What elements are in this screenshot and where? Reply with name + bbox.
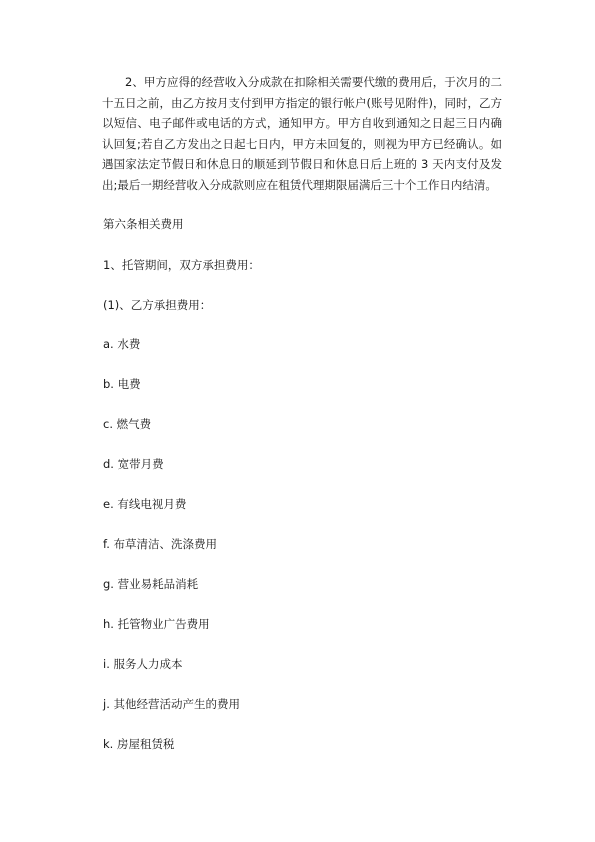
clause-1-1: (1)、乙方承担费用： xyxy=(103,298,212,312)
article-6-heading: 第六条相关费用 xyxy=(103,217,184,231)
fee-item-advertising: h. 托管物业广告费用 xyxy=(103,617,210,631)
paragraph-payment-terms: 2、甲方应得的经营收入分成款在扣除相关需要代缴的费用后，于次月的二十五日之前，由乙方按月支付到甲方指定的银行帐户(账号见附件)，同时，乙方以短信、电子邮件或电话的方式，通知甲方。甲方自收到通知之日起三日内确认回复;若自乙方发出之日起七日内，甲方未回复的，则视为甲方已经确认。如遇国家法定节假日和休息日的顺延到节假日和休息日后上班的 3 天内支付及发出;最后一期经营收入分成款则应在租赁代理期限届满后三十个工作日内结清。 xyxy=(102,75,502,192)
fee-item-water: a. 水费 xyxy=(103,337,141,351)
fee-item-linen-cleaning: f. 布草清洁、洗涤费用 xyxy=(103,537,218,551)
fee-item-broadband: d. 宽带月费 xyxy=(103,457,164,471)
fee-item-cable-tv: e. 有线电视月费 xyxy=(103,497,187,511)
fee-item-consumables: g. 营业易耗品消耗 xyxy=(103,577,199,591)
fee-item-rental-tax: k. 房屋租赁税 xyxy=(103,737,175,751)
fee-item-electricity: b. 电费 xyxy=(103,377,141,391)
fee-item-labor: i. 服务人力成本 xyxy=(103,657,183,671)
fee-item-other: j. 其他经营活动产生的费用 xyxy=(103,697,241,711)
fee-item-gas: c. 燃气费 xyxy=(103,417,152,431)
clause-1: 1、托管期间，双方承担费用： xyxy=(103,258,260,272)
